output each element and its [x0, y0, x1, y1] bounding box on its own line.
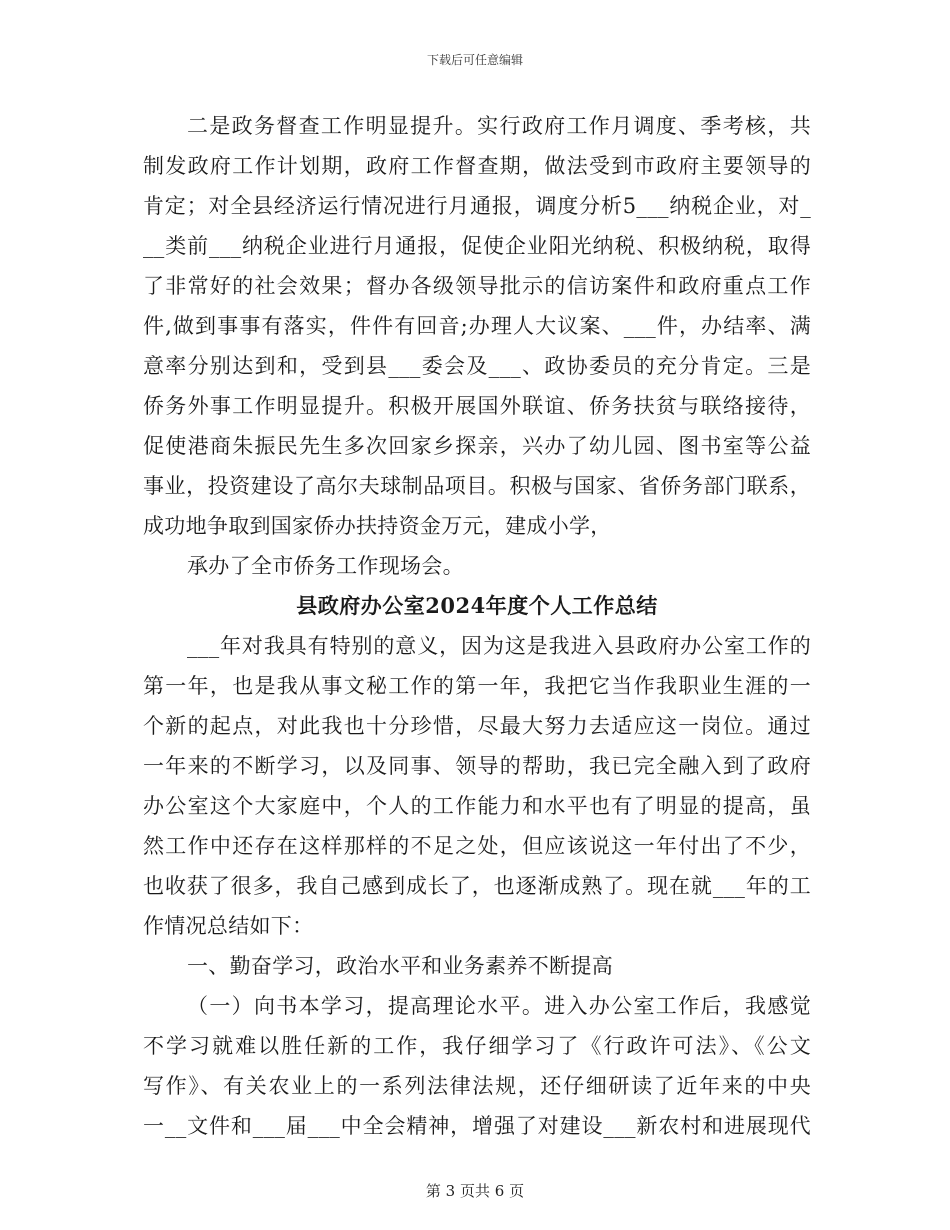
text-line: 意率分别达到和，受到县___委会及___、政协委员的充分肯定。三是 — [143, 354, 811, 378]
text-line: 促使港商朱振民先生多次回家乡探亲，兴办了幼儿园、图书室等公益 — [143, 434, 811, 458]
document-body — [143, 106, 811, 1146]
text-line: 事业，投资建设了高尔夫球制品项目。积极与国家、省侨务部门联系， — [143, 474, 811, 498]
section-heading: 一、勤奋学习，政治水平和业务素养不断提高 — [187, 954, 613, 978]
text-line: 侨务外事工作明显提升。积极开展国外联谊、侨务扶贫与联络接待， — [143, 394, 811, 418]
text-line: 肯定；对全县经济运行情况进行月通报，调度分析5___纳税企业，对_ — [143, 194, 811, 218]
text-line: 不学习就难以胜任新的工作，我仔细学习了《行政许可法》、《公文 — [143, 1034, 811, 1058]
text-line: 个新的起点，对此我也十分珍惜，尽最大努力去适应这一岗位。通过 — [143, 714, 811, 738]
text-line: 件,做到事事有落实，件件有回音;办理人大议案、___件，办结率、满 — [143, 314, 811, 338]
text-line: 一__文件和___届___中全会精神，增强了对建设___新农村和进展现代 — [143, 1114, 811, 1138]
text-line: __类前___纳税企业进行月通报，促使企业阳光纳税、积极纳税，取得 — [143, 234, 811, 258]
text-line: 第一年，也是我从事文秘工作的第一年，我把它当作我职业生涯的一 — [143, 674, 811, 698]
text-line: 成功地争取到国家侨办扶持资金万元，建成小学， — [143, 514, 612, 538]
text-line: 一年来的不断学习，以及同事、领导的帮助，我已完全融入到了政府 — [143, 754, 811, 778]
page-header: 下载后可任意编辑 — [426, 53, 523, 67]
text-line: 作情况总结如下： — [143, 914, 314, 938]
text-line: 办公室这个大家庭中，个人的工作能力和水平也有了明显的提高，虽 — [143, 794, 811, 818]
section-title: 县政府办公室2024年度个人工作总结 — [296, 593, 658, 618]
text-line: 了非常好的社会效果；督办各级领导批示的信访案件和政府重点工作 — [143, 274, 811, 298]
text-line: ___年对我具有特别的意义，因为这是我进入县政府办公室工作的 — [187, 634, 811, 658]
text-line: 制发政府工作计划期，政府工作督查期，做法受到市政府主要领导的 — [143, 154, 811, 178]
text-line: 写作》、有关农业上的一系列法律法规，还仔细研读了近年来的中央 — [143, 1074, 811, 1098]
text-line: 承办了全市侨务工作现场会。 — [187, 554, 464, 578]
text-line: 然工作中还存在这样那样的不足之处，但应该说这一年付出了不少， — [143, 834, 811, 858]
text-line: 也收获了很多，我自己感到成长了，也逐渐成熟了。现在就___年的工 — [143, 874, 811, 898]
text-line: 二是政务督查工作明显提升。实行政府工作月调度、季考核，共 — [187, 114, 811, 138]
text-line: （一）向书本学习，提高理论水平。进入办公室工作后，我感觉 — [187, 994, 811, 1018]
page-footer: 第 3 页共 6 页 — [425, 1182, 525, 1200]
